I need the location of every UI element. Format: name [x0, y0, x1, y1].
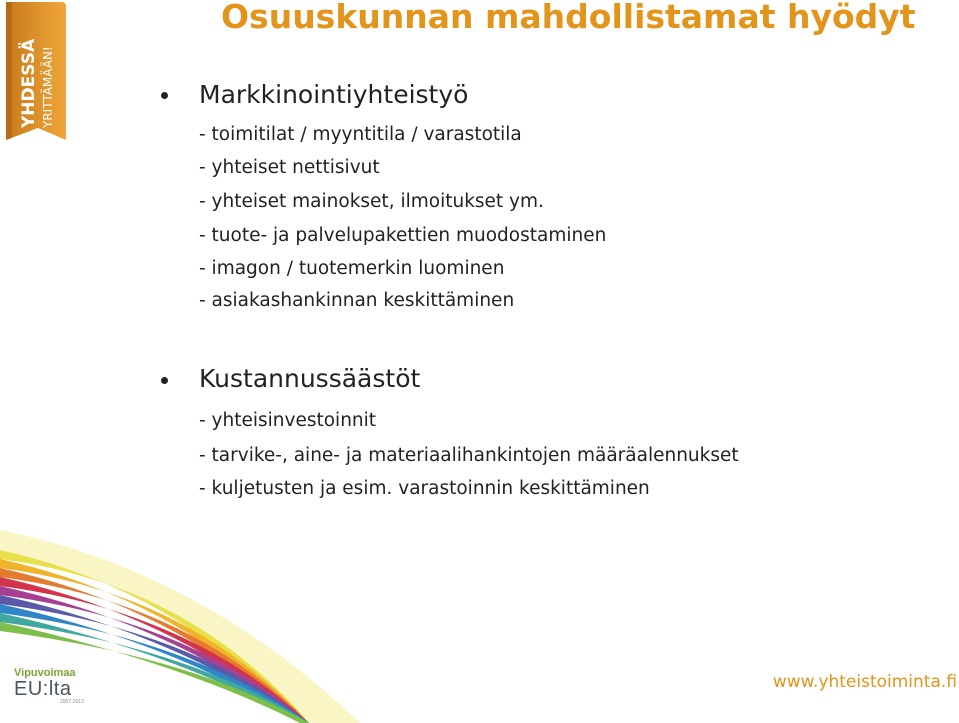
logo-line2: YRITTÄMÄÄN! [41, 46, 55, 128]
logo-line1: YHDESSÄ [19, 38, 39, 128]
list-item: - kuljetusten ja esim. varastoinnin keskittäminen [199, 478, 650, 499]
eu-logo [14, 667, 84, 705]
bullet-dot [161, 377, 168, 384]
eu-logo-small-text: Vipuvoimaa [14, 667, 76, 679]
yhdessa-yrittamaan-logo [0, 0, 70, 148]
eu-logo-years: 2007-2013 [60, 699, 84, 705]
section-heading-markkinointi: Markkinointiyhteistyö [199, 80, 469, 109]
list-item: - imagon / tuotemerkin luominen [199, 258, 505, 279]
list-item: - yhteiset mainokset, ilmoitukset ym. [199, 191, 544, 212]
list-item: - tarvike-, aine- ja materiaalihankintojen määräalennukset [199, 445, 739, 466]
website-link[interactable]: www.yhteistoiminta.fi [772, 672, 957, 692]
list-item: - yhteisinvestoinnit [199, 410, 377, 431]
rainbow-stripes-decoration [0, 530, 959, 723]
list-item: - asiakashankinnan keskittäminen [199, 290, 515, 311]
bullet-dot [161, 92, 168, 99]
list-item: - tuote- ja palvelupakettien muodostaminen [199, 225, 607, 246]
list-item: - toimitilat / myyntitila / varastotila [199, 124, 522, 145]
section-heading-kustannus: Kustannussäästöt [199, 364, 421, 393]
eu-logo-big-text: EU:lta [14, 678, 72, 700]
page-title: Osuuskunnan mahdollistamat hyödyt [221, 0, 916, 36]
list-item: - yhteiset nettisivut [199, 157, 380, 178]
